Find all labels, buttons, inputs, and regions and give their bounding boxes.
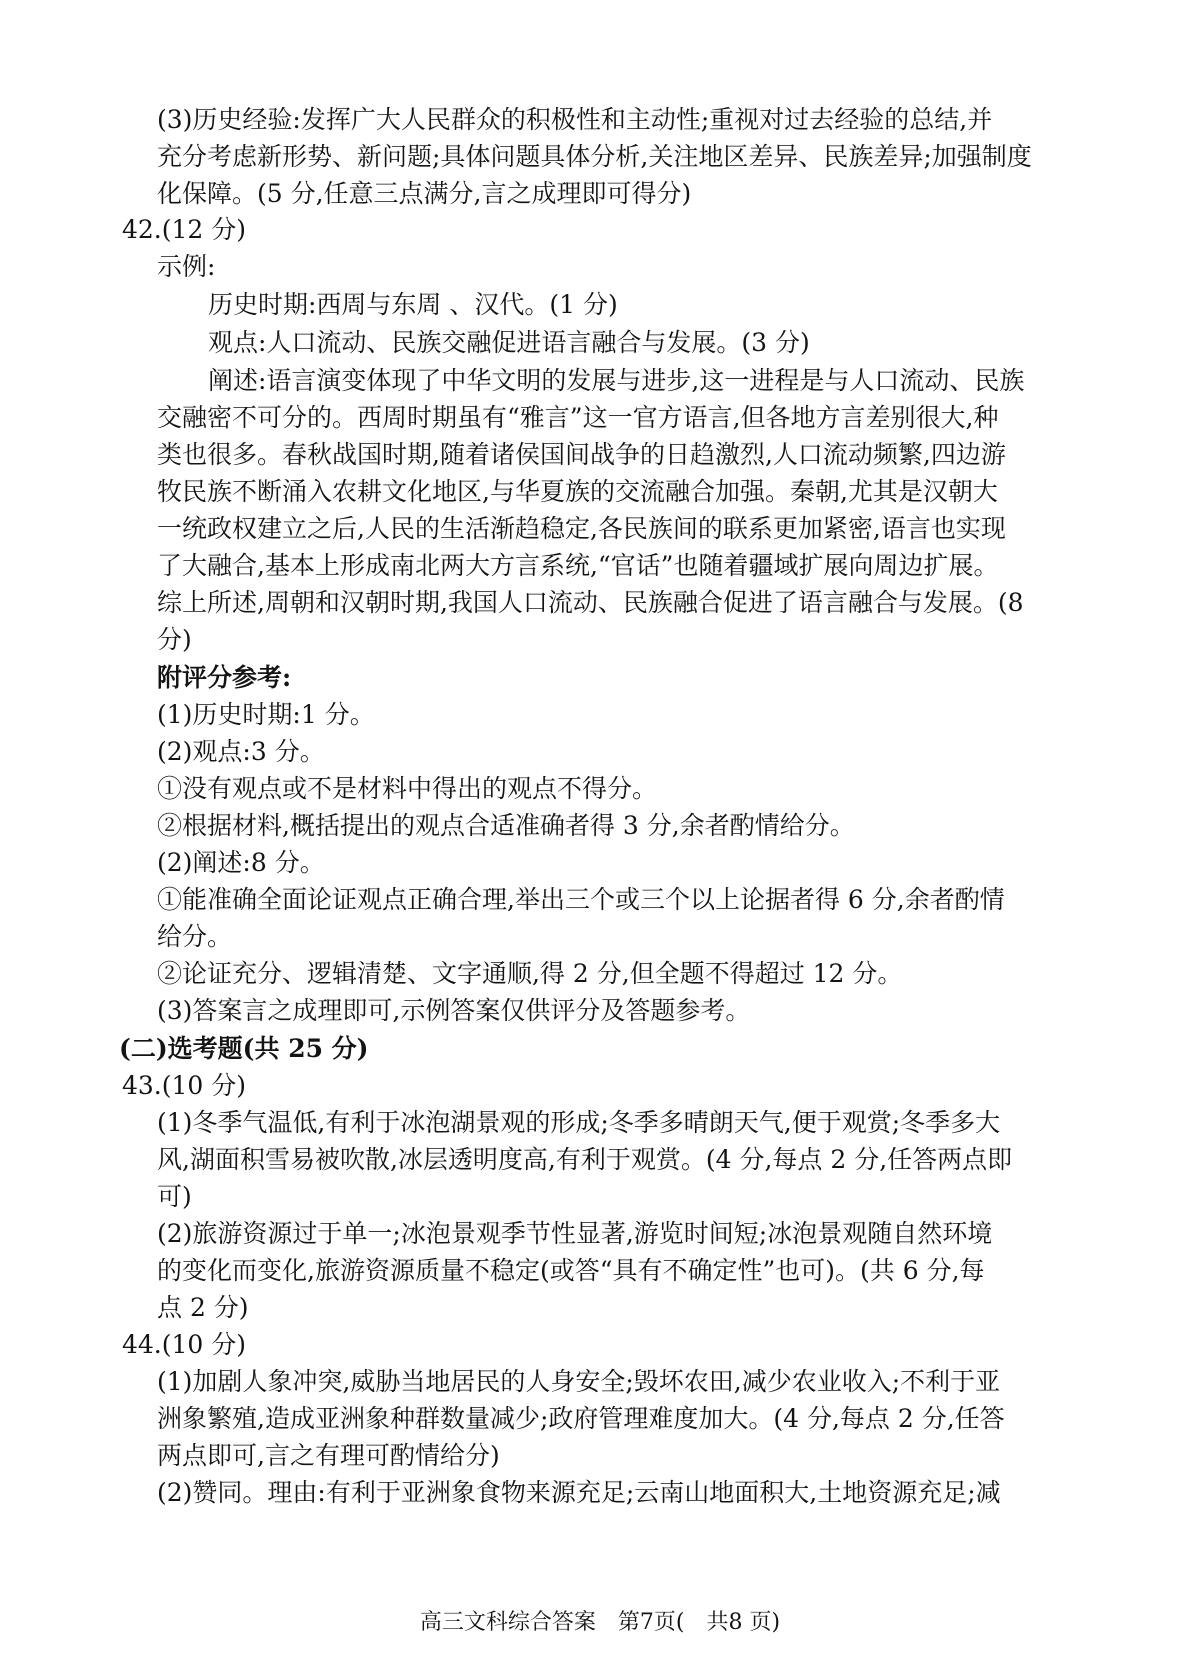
text-line: 两点即可,言之有理可酌情给分) bbox=[157, 1441, 500, 1470]
text-line: 点 2 分) bbox=[157, 1293, 249, 1322]
text-line: (2)阐述:8 分。 bbox=[157, 848, 325, 877]
text-line: 的变化而变化,旅游资源质量不稳定(或答“具有不确定性”也可)。(共 6 分,每 bbox=[157, 1256, 985, 1285]
text-line: ②论证充分、逻辑清楚、文字通顺,得 2 分,但全题不得超过 12 分。 bbox=[157, 959, 903, 988]
text-line: ②根据材料,概括提出的观点合适准确者得 3 分,余者酌情给分。 bbox=[157, 811, 855, 840]
text-line: 洲象繁殖,造成亚洲象种群数量减少;政府管理难度加大。(4 分,每点 2 分,任答 bbox=[157, 1404, 1005, 1433]
text-line: (2)旅游资源过于单一;冰泡景观季节性显著,游览时间短;冰泡景观随自然环境 bbox=[157, 1219, 993, 1248]
text-line: (1)加剧人象冲突,威胁当地居民的人身安全;毁坏农田,减少农业收入;不利于亚 bbox=[157, 1367, 1001, 1396]
text-line: 给分。 bbox=[157, 922, 233, 951]
text-line: (1)冬季气温低,有利于冰泡湖景观的形成;冬季多晴朗天气,便于观赏;冬季多大 bbox=[157, 1108, 1001, 1137]
question-heading: 43.(10 分) bbox=[122, 1071, 247, 1100]
text-line: 了大融合,基本上形成南北两大方言系统,“官话”也随着疆域扩展向周边扩展。 bbox=[157, 551, 999, 580]
text-line: 交融密不可分的。西周时期虽有“雅言”这一官方语言,但各地方言差别很大,种 bbox=[157, 403, 999, 432]
text-line: (2)赞同。理由:有利于亚洲象食物来源充足;云南山地面积大,土地资源充足;减 bbox=[157, 1478, 1001, 1507]
text-line: 牧民族不断涌入农耕文化地区,与华夏族的交流融合加强。秦朝,尤其是汉朝大 bbox=[157, 477, 998, 506]
text-line: 历史时期:西周与东周 、汉代。(1 分) bbox=[208, 290, 618, 319]
text-line: 可) bbox=[157, 1182, 192, 1211]
text-line: ①能准确全面论证观点正确合理,举出三个或三个以上论据者得 6 分,余者酌情 bbox=[157, 885, 1005, 914]
text-line: (1)历史时期:1 分。 bbox=[157, 700, 375, 729]
text-line: 风,湖面积雪易被吹散,冰层透明度高,有利于观赏。(4 分,每点 2 分,任答两点即 bbox=[157, 1145, 1013, 1174]
section-heading: 附评分参考: bbox=[157, 663, 292, 692]
page-footer: 高三文科综合答案 第7页( 共8 页) bbox=[419, 1610, 781, 1635]
text-line: (3)答案言之成理即可,示例答案仅供评分及答题参考。 bbox=[157, 996, 751, 1025]
text-line: 观点:人口流动、民族交融促进语言融合与发展。(3 分) bbox=[208, 328, 810, 357]
text-line: 充分考虑新形势、新问题;具体问题具体分析,关注地区差异、民族差异;加强制度 bbox=[157, 142, 1032, 171]
text-line: (2)观点:3 分。 bbox=[157, 737, 325, 766]
text-line: ①没有观点或不是材料中得出的观点不得分。 bbox=[157, 774, 658, 803]
text-line: (3)历史经验:发挥广大人民群众的积极性和主动性;重视对过去经验的总结,并 bbox=[157, 105, 993, 134]
text-line: 阐述:语言演变体现了中华文明的发展与进步,这一进程是与人口流动、民族 bbox=[208, 366, 1025, 395]
text-line: 分) bbox=[157, 625, 192, 654]
text-line: 一统政权建立之后,人民的生活渐趋稳定,各民族间的联系更加紧密,语言也实现 bbox=[157, 514, 1006, 543]
question-heading: 42.(12 分) bbox=[122, 215, 247, 244]
section-heading: (二)选考题(共 25 分) bbox=[119, 1034, 369, 1063]
question-heading: 44.(10 分) bbox=[122, 1330, 247, 1359]
text-line: 类也很多。春秋战国时期,随着诸侯国间战争的日趋激烈,人口流动频繁,四边游 bbox=[157, 440, 1006, 469]
text-line: 综上所述,周朝和汉朝时期,我国人口流动、民族融合促进了语言融合与发展。(8 bbox=[157, 588, 1024, 617]
text-line: 示例: bbox=[157, 252, 216, 281]
text-line: 化保障。(5 分,任意三点满分,言之成理即可得分) bbox=[157, 179, 692, 208]
